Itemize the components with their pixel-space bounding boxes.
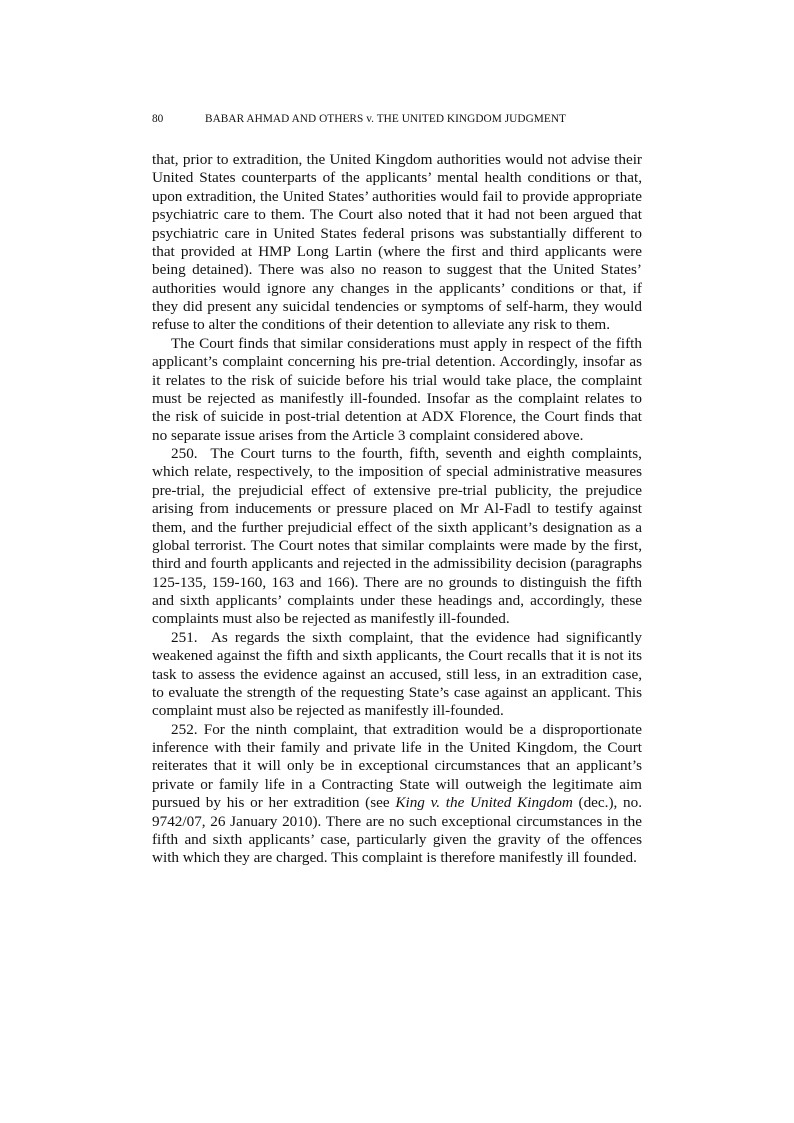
paragraph-252	[152, 721, 642, 868]
paragraph-number: 250.	[171, 445, 198, 462]
paragraph-250	[152, 445, 642, 629]
paragraph-text: The Court turns to the fourth, fifth, seventh and eighth complaints, which relate, respectively, to the imposition of special administrative measures pre-trial, the prejudicial effect of extensive pre-trial publicity, the prejudice arising from inducements or pressure placed on Mr Al-Fadl to testify against them, and the further prejudicial effect of the sixth applicant’s designation as a global terrorist. The Court notes that similar complaints were made by the first, third and fourth applicants and rejected in the admissibility decision (paragraphs 125-135, 159-160, 163 and 166). There are no grounds to distinguish the fifth and sixth applicants’ complaints under these headings and, accordingly, these complaints must also be rejected as manifestly ill-founded.	[152, 445, 642, 628]
paragraph-text: As regards the sixth complaint, that the evidence had significantly weakened against the fifth and sixth applicants, the Court recalls that it is not its task to assess the evidence against an accused, still less, in an extradition case, to evaluate the strength of the requesting State’s case against an applicant. This complaint must also be rejected as manifestly ill-founded.	[152, 628, 642, 720]
paragraph-text: (dec.), no. 9742/07, 26 January 2010). There are no such exceptional circumstances in the fifth and sixth applicants’ case, particularly given the gravity of the offences with which they are charged. This complaint is therefore manifestly ill founded.	[152, 794, 643, 867]
paragraph-fifth-applicant	[152, 335, 642, 445]
paragraph-text: The Court finds that similar considerations must apply in respect of the fifth applicant’s complaint concerning his pre-trial detention. Accordingly, insofar as it relates to the risk of suicide before his trial would take place, the complaint must be rejected as manifestly ill-founded. Insofar as the complaint relates to the risk of suicide in post-trial detention at ADX Florence, the Court finds that no separate issue arises from the Article 3 complaint considered above.	[152, 334, 642, 444]
running-title: BABAR AHMAD AND OTHERS v. THE UNITED KINGDOM JUDGMENT	[205, 113, 567, 125]
paragraph-number: 251.	[171, 628, 198, 646]
page-number: 80	[152, 113, 164, 125]
paragraph-continuation	[152, 151, 642, 335]
document-body	[152, 151, 642, 868]
paragraph-251	[152, 629, 642, 721]
paragraph-text: For the ninth complaint, that extradition would be a disproportionate inference with their family and private life in the United Kingdom, the Court reiterates that it will only be in exceptional circumstances that an applicant’s private or family life in a Contracting State will outweigh the legitimate aim pursued by his or her extradition (see	[152, 720, 642, 812]
paragraph-number: 252.	[171, 720, 198, 738]
paragraph-text: that, prior to extradition, the United Kingdom authorities would not advise their United States counterparts of the applicants’ mental health conditions or that, upon extradition, the United States’ authorities would fail to provide appropriate psychiatric care to them. The Court also noted that it had not been argued that psychiatric care in United States federal prisons was substantially different to that provided at HMP Long Lartin (where the first and third applicants were being detained). There was also no reason to suggest that the United States’ authorities would ignore any changes in the applicants’ conditions or that, if they did present any suicidal tendencies or symptoms of self-harm, they would refuse to alter the conditions of their detention to alleviate any risk to them.	[152, 151, 642, 334]
case-citation: King v. the United Kingdom	[395, 794, 573, 812]
